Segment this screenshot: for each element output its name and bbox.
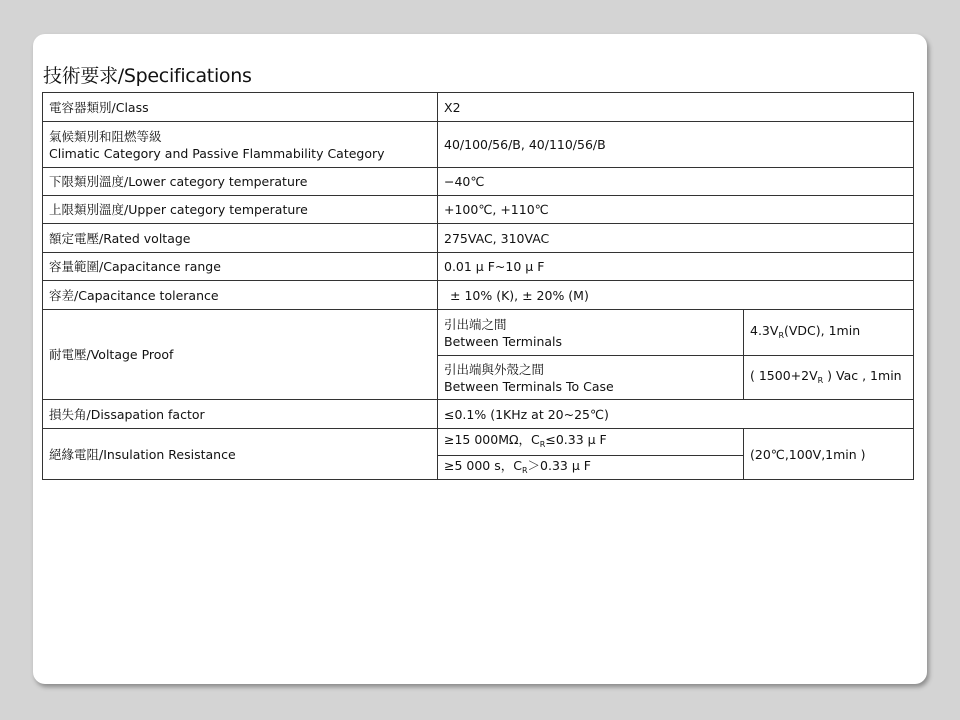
table-row-voltage-proof-terminals <box>43 310 914 356</box>
value-capacitance-range: 0.01 μ F~10 μ F <box>438 253 914 281</box>
value-rated-voltage: 275VAC, 310VAC <box>438 224 914 253</box>
label-lower-temp: 下限類別溫度/Lower category temperature <box>43 168 438 196</box>
value-class: X2 <box>438 93 914 122</box>
label-upper-temp: 上限類別溫度/Upper category temperature <box>43 196 438 224</box>
insulation-line2-sub: R <box>521 465 528 475</box>
table-row-lower-temp <box>43 168 914 196</box>
value-terminals-sub: R <box>778 330 784 340</box>
label-dissipation: 損失角/Dissapation factor <box>43 400 438 429</box>
value-tolerance: ± 10% (K), ± 20% (M) <box>438 281 914 310</box>
value-between-terminals <box>744 310 914 356</box>
table-row-tolerance <box>43 281 914 310</box>
table-row-rated-voltage <box>43 224 914 253</box>
label-climatic-en: Climatic Category and Passive Flammability Category <box>49 145 385 161</box>
value-terminals-to-case <box>744 356 914 400</box>
label-insulation: 絕緣電阻/Insulation Resistance <box>43 429 438 480</box>
sublabel-between-terminals-en: Between Terminals <box>444 333 563 349</box>
value-terminals-post: (VDC), 1min <box>784 322 861 338</box>
value-climatic: 40/100/56/B, 40/110/56/B <box>438 122 914 168</box>
value-case-pre: ( 1500+2V <box>750 367 818 383</box>
page-title: 技術要求/Specifications <box>43 65 252 87</box>
label-climatic <box>43 122 438 168</box>
table-row-climatic <box>43 122 914 168</box>
value-insulation-line1 <box>438 429 744 456</box>
value-dissipation: ≤0.1% (1KHz at 20~25℃) <box>438 400 914 429</box>
insulation-line2-pre: ≥5 000 s，C <box>444 457 522 473</box>
value-case-sub: R <box>817 375 824 385</box>
label-capacitance-range: 容量範圍/Capacitance range <box>43 253 438 281</box>
specifications-table <box>42 92 914 480</box>
value-lower-temp: −40℃ <box>438 168 914 196</box>
label-tolerance: 容差/Capacitance tolerance <box>43 281 438 310</box>
insulation-line1-pre: ≥15 000MΩ，C <box>444 432 540 447</box>
value-upper-temp: +100℃, +110℃ <box>438 196 914 224</box>
insulation-line1-post: ≤0.33 μ F <box>545 432 607 447</box>
sublabel-terminals-to-case <box>438 356 744 400</box>
value-insulation-line2 <box>438 456 744 480</box>
table-row-class <box>43 93 914 122</box>
value-case-post: ) Vac , 1min <box>823 367 902 383</box>
label-voltage-proof: 耐電壓/Voltage Proof <box>43 310 438 400</box>
sublabel-between-terminals <box>438 310 744 356</box>
slide <box>33 34 927 684</box>
value-insulation-condition: (20℃,100V,1min ) <box>744 429 914 480</box>
insulation-line2-post: ＞0.33 μ F <box>527 457 591 473</box>
label-climatic-zh: 氣候類別和阻燃等級 <box>49 128 162 144</box>
table-row-insulation-1 <box>43 429 914 456</box>
table-row-upper-temp <box>43 196 914 224</box>
sublabel-between-terminals-zh: 引出端之間 <box>444 316 507 332</box>
label-class: 電容器類別/Class <box>43 93 438 122</box>
value-terminals-pre: 4.3V <box>750 322 779 338</box>
sublabel-terminals-to-case-zh: 引出端與外殼之間 <box>444 361 545 377</box>
insulation-line1-sub: R <box>539 440 546 449</box>
label-rated-voltage: 額定電壓/Rated voltage <box>43 224 438 253</box>
table-row-dissipation <box>43 400 914 429</box>
table-row-capacitance-range <box>43 253 914 281</box>
sublabel-terminals-to-case-en: Between Terminals To Case <box>444 378 614 394</box>
